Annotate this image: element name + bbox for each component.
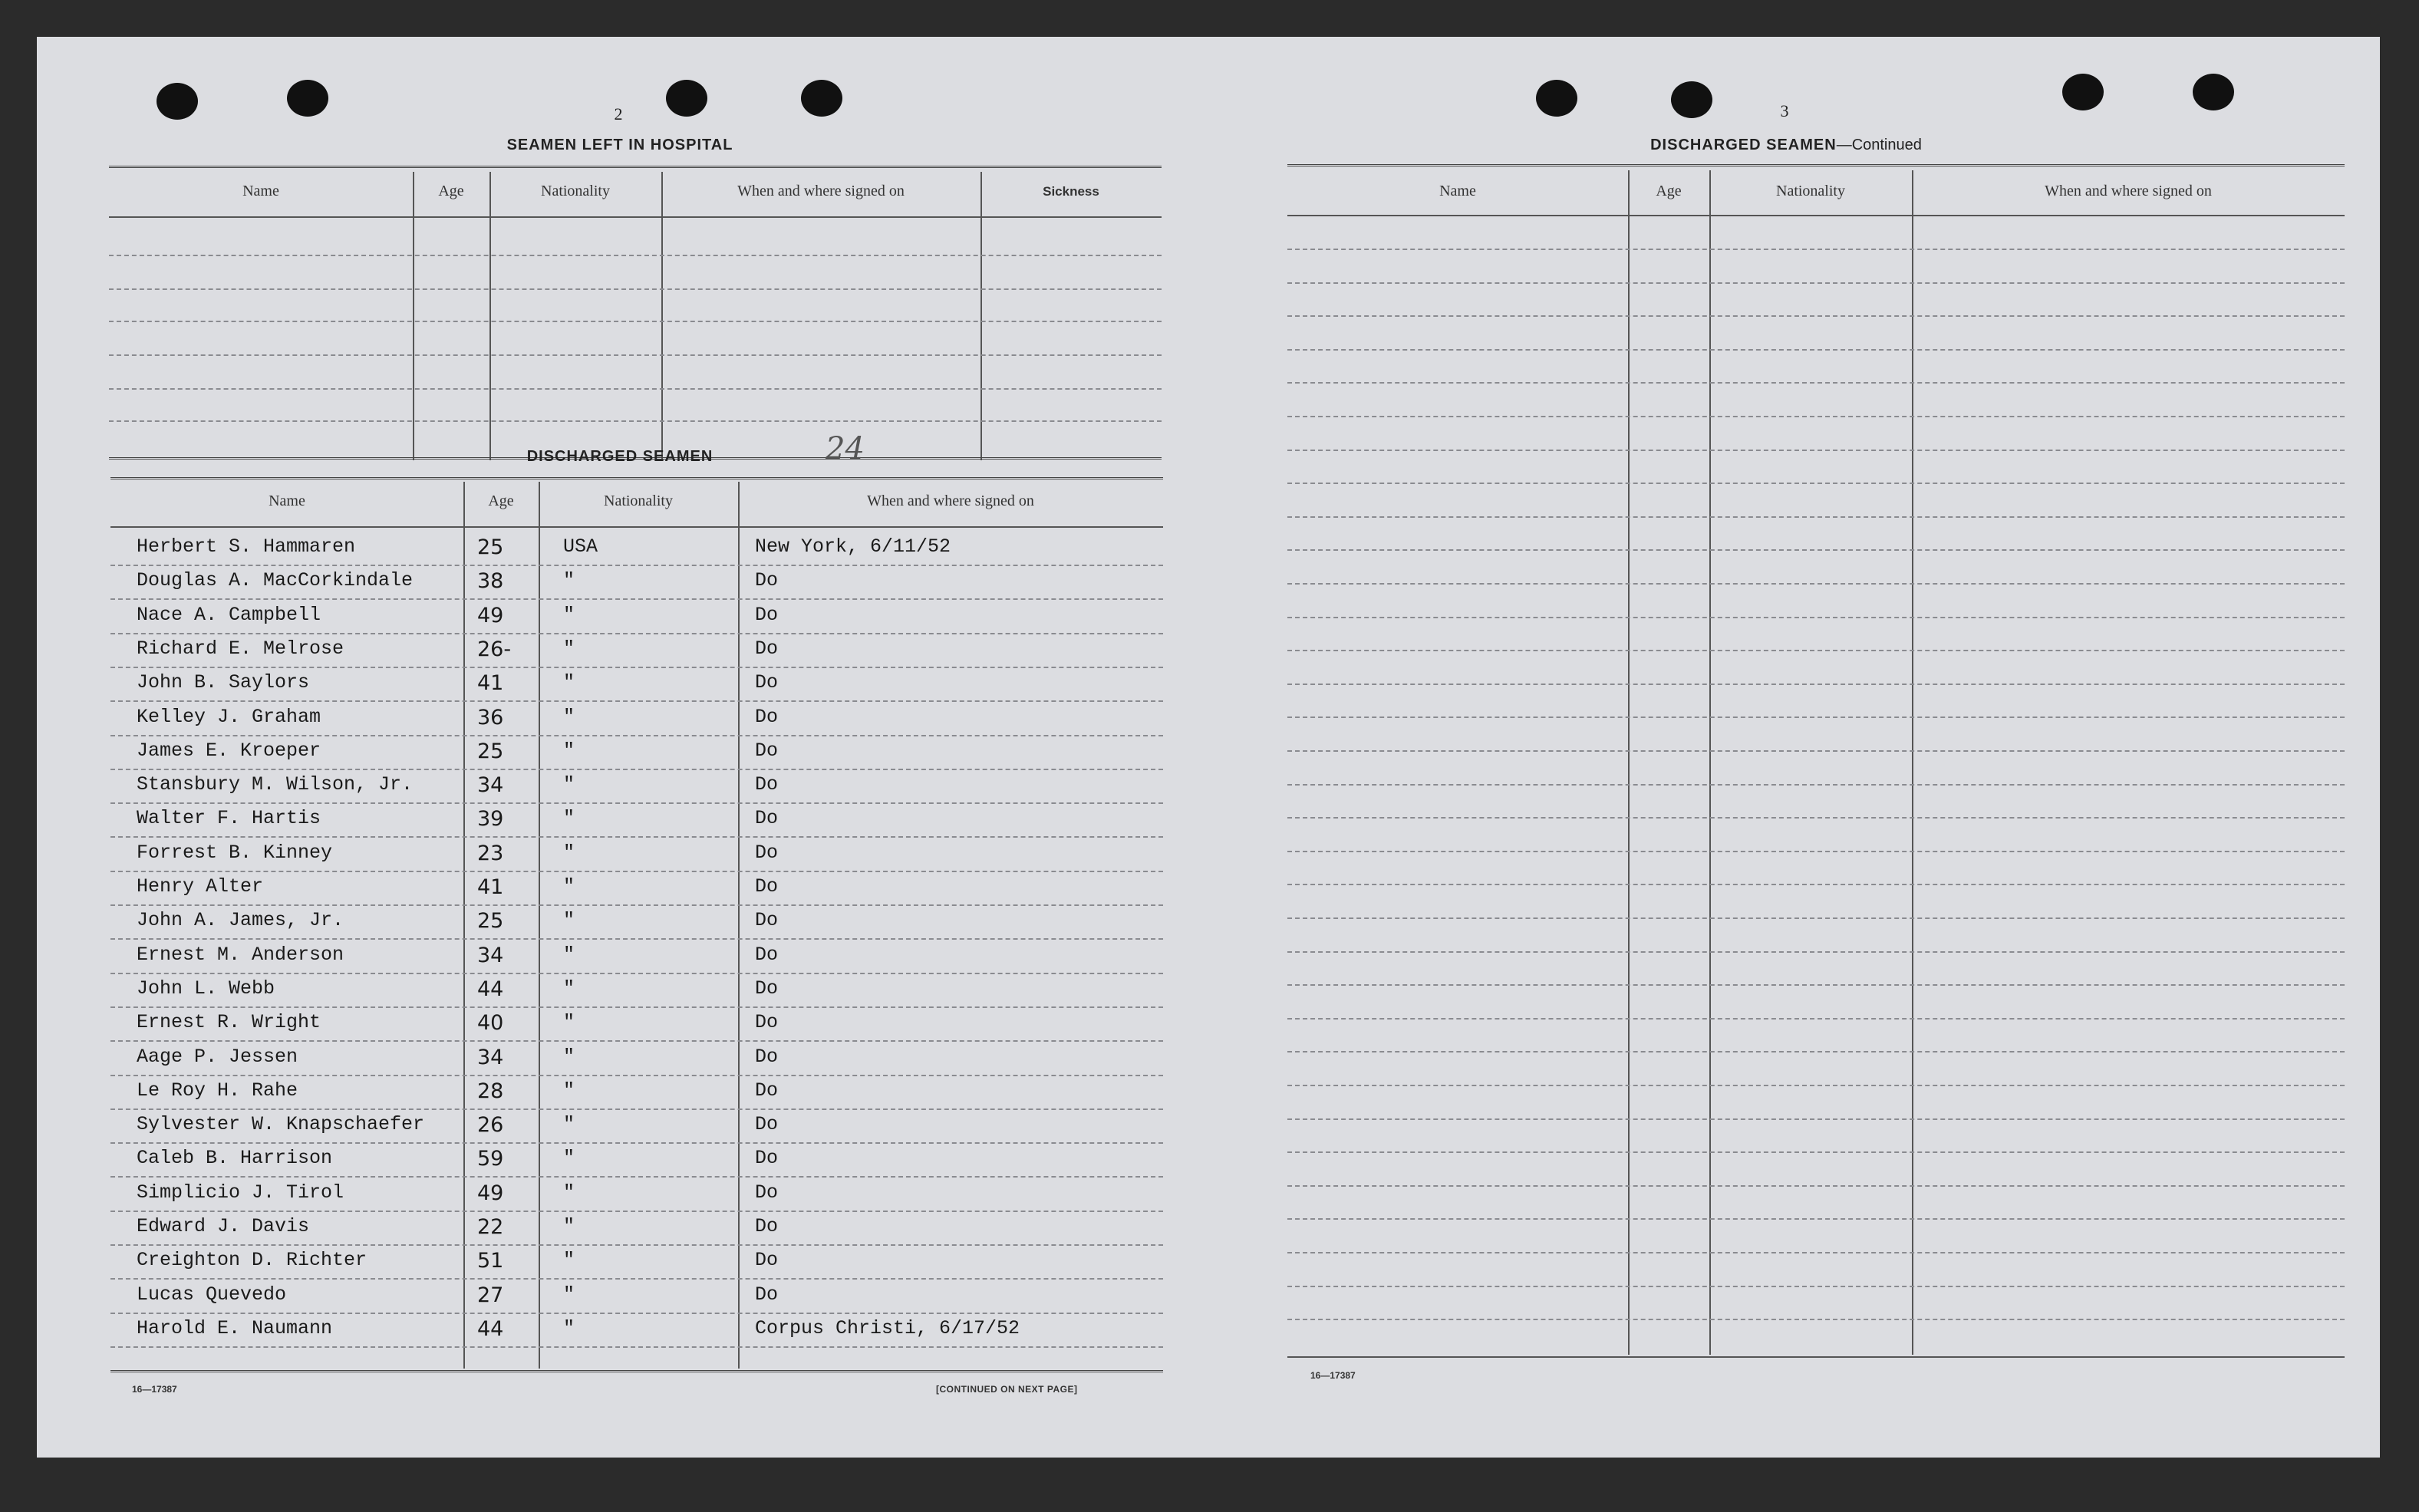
right-section-title [1571, 137, 2001, 154]
seaman-name: Ernest R. Wright [137, 1011, 321, 1034]
table-row-line [110, 1040, 1163, 1042]
table-rule [110, 526, 1163, 528]
table-row-line [109, 321, 1162, 322]
seaman-name: Simplicio J. Tirol [137, 1181, 344, 1204]
column-header-name: Name [242, 183, 279, 199]
table-row-line [110, 1244, 1163, 1246]
column-header-signed-on: When and where signed on [867, 492, 1034, 509]
table-row-line [1287, 450, 2345, 451]
seaman-name: Stansbury M. Wilson, Jr. [137, 773, 414, 796]
column-header-name: Name [1439, 183, 1476, 199]
table-row-line [110, 565, 1163, 566]
seaman-name: Richard E. Melrose [137, 637, 344, 660]
punch-hole [287, 80, 328, 117]
table-row-line [1287, 1286, 2345, 1287]
handwritten-count: 24 [826, 431, 865, 466]
table-row-line [1287, 1185, 2345, 1187]
seaman-signed-on: Do [755, 1215, 779, 1237]
seaman-age: 27 [477, 1283, 504, 1307]
table-row-line [110, 1176, 1163, 1178]
seaman-age: 26- [477, 637, 512, 661]
seaman-name: Caleb B. Harrison [137, 1147, 333, 1170]
column-divider [1628, 170, 1630, 1355]
seaman-name: John L. Webb [137, 977, 275, 1000]
seaman-name: James E. Kroeper [137, 739, 321, 762]
table-row-line [110, 769, 1163, 770]
seaman-signed-on: Do [755, 943, 779, 966]
seaman-age: 38 [477, 569, 504, 594]
table-row-line [110, 1108, 1163, 1110]
table-rule [1287, 1356, 2345, 1358]
seaman-signed-on: Do [755, 807, 779, 830]
seaman-nationality: " [563, 1181, 575, 1204]
table-row-line [1287, 1151, 2345, 1153]
seaman-signed-on: Do [755, 569, 779, 592]
seaman-name: Creighton D. Richter [137, 1249, 367, 1272]
seaman-signed-on: Do [755, 977, 779, 1000]
seaman-age: 34 [477, 943, 504, 967]
seaman-nationality: " [563, 739, 575, 762]
seaman-age: 44 [477, 1316, 504, 1341]
seaman-age: 25 [477, 535, 504, 559]
seaman-nationality: " [563, 841, 575, 864]
seaman-nationality: " [563, 1045, 575, 1068]
table-row-line [1287, 784, 2345, 786]
table-row-line [1287, 583, 2345, 585]
column-divider [1709, 170, 1711, 1355]
seaman-signed-on: New York, 6/11/52 [755, 535, 951, 558]
seaman-age: 36 [477, 705, 504, 730]
seaman-nationality: " [563, 1283, 575, 1306]
seaman-name: John B. Saylors [137, 671, 310, 694]
table-row-line [1287, 1118, 2345, 1120]
punch-hole [1536, 80, 1577, 117]
seaman-nationality: " [563, 773, 575, 796]
table-row-line [1287, 884, 2345, 885]
column-header-signed-on: When and where signed on [737, 183, 905, 199]
seaman-name: Ernest M. Anderson [137, 943, 344, 966]
table-row-line [1287, 349, 2345, 351]
seaman-nationality: " [563, 1113, 575, 1136]
seaman-nationality: " [563, 909, 575, 932]
seaman-nationality: " [563, 1079, 575, 1102]
table-rule [109, 166, 1162, 168]
seaman-signed-on: Do [755, 1181, 779, 1204]
continued-note: [CONTINUED ON NEXT PAGE] [936, 1384, 1078, 1395]
seaman-signed-on: Do [755, 637, 779, 660]
seaman-nationality: " [563, 1215, 575, 1237]
seaman-age: 22 [477, 1215, 504, 1239]
table-row-line [1287, 382, 2345, 384]
table-row-line [1287, 817, 2345, 819]
seaman-age: 59 [477, 1147, 504, 1171]
table-row-line [110, 700, 1163, 702]
right-title-suffix: —Continued [1836, 137, 1922, 153]
seaman-nationality: " [563, 807, 575, 830]
seaman-age: 51 [477, 1249, 504, 1273]
table-row-line [110, 633, 1163, 634]
seaman-nationality: " [563, 1147, 575, 1170]
column-header-nationality: Nationality [604, 492, 673, 509]
table-row-line [1287, 1319, 2345, 1320]
seaman-name: John A. James, Jr. [137, 909, 344, 932]
table-row-line [110, 973, 1163, 974]
table-rule [109, 216, 1162, 218]
seaman-signed-on: Do [755, 1079, 779, 1102]
seaman-nationality: " [563, 1316, 575, 1339]
table-row-line [110, 1346, 1163, 1348]
seaman-name: Kelley J. Graham [137, 705, 321, 728]
seaman-name: Douglas A. MacCorkindale [137, 569, 414, 592]
table-row-line [1287, 716, 2345, 718]
seaman-name: Walter F. Hartis [137, 807, 321, 830]
table-row-line [110, 598, 1163, 600]
column-divider [413, 172, 414, 460]
seaman-signed-on: Do [755, 875, 779, 898]
column-header-name: Name [269, 492, 305, 509]
table-row-line [110, 667, 1163, 668]
form-number-right: 16—17387 [1310, 1370, 1356, 1381]
seaman-nationality: USA [563, 535, 598, 558]
seaman-age: 41 [477, 875, 504, 899]
table-row-line [110, 802, 1163, 804]
seaman-nationality: " [563, 1249, 575, 1272]
seaman-age: 34 [477, 1045, 504, 1069]
table-row-line [1287, 249, 2345, 250]
punch-hole [801, 80, 842, 117]
seaman-age: 41 [477, 671, 504, 696]
table-row-line [110, 904, 1163, 906]
seaman-nationality: " [563, 943, 575, 966]
table-rule [110, 477, 1163, 479]
seaman-signed-on: Do [755, 1011, 779, 1034]
seaman-signed-on: Do [755, 1113, 779, 1136]
seaman-signed-on: Do [755, 671, 779, 694]
table-rule [110, 1370, 1163, 1372]
punch-hole [666, 80, 707, 117]
table-row-line [1287, 917, 2345, 919]
table-row-line [1287, 1051, 2345, 1052]
seaman-age: 40 [477, 1011, 504, 1036]
seaman-signed-on: Do [755, 1147, 779, 1170]
page-number-right: 3 [1780, 101, 1789, 120]
column-divider [489, 172, 491, 460]
table-row-line [110, 1075, 1163, 1076]
column-divider [980, 172, 982, 460]
column-header-age: Age [438, 183, 464, 199]
hospital-section-title: SEAMEN LEFT IN HOSPITAL [506, 137, 733, 153]
table-row-line [110, 836, 1163, 838]
table-row-line [1287, 516, 2345, 518]
table-row-line [1287, 416, 2345, 417]
punch-hole [157, 83, 198, 120]
seaman-signed-on: Do [755, 841, 779, 864]
column-divider [539, 482, 540, 1369]
table-row-line [109, 354, 1162, 356]
seaman-nationality: " [563, 603, 575, 626]
seaman-age: 26 [477, 1113, 504, 1138]
seaman-name: Forrest B. Kinney [137, 841, 333, 864]
seaman-signed-on: Do [755, 603, 779, 626]
seaman-name: Henry Alter [137, 875, 264, 898]
table-row-line [110, 871, 1163, 872]
table-row-line [110, 1313, 1163, 1314]
table-row-line [109, 420, 1162, 422]
table-row-line [110, 1006, 1163, 1008]
table-row-line [1287, 282, 2345, 284]
seaman-age: 34 [477, 773, 504, 798]
table-row-line [110, 735, 1163, 736]
seaman-nationality: " [563, 1011, 575, 1034]
table-row-line [110, 938, 1163, 940]
column-header-signed-on: When and where signed on [2045, 183, 2212, 199]
seaman-signed-on: Do [755, 1283, 779, 1306]
column-divider [1912, 170, 1913, 1355]
punch-hole [2062, 74, 2104, 110]
seaman-signed-on: Do [755, 1249, 779, 1272]
seaman-nationality: " [563, 671, 575, 694]
table-row-line [1287, 315, 2345, 317]
seaman-name: Nace A. Campbell [137, 603, 321, 626]
seaman-age: 28 [477, 1079, 504, 1103]
seaman-name: Le Roy H. Rahe [137, 1079, 298, 1102]
punch-hole [2193, 74, 2234, 110]
table-row-line [1287, 1018, 2345, 1020]
seaman-age: 23 [477, 841, 504, 865]
column-header-nationality: Nationality [1776, 183, 1845, 199]
table-row-line [109, 288, 1162, 290]
seaman-age: 25 [477, 739, 504, 763]
seaman-name: Harold E. Naumann [137, 1316, 333, 1339]
seaman-nationality: " [563, 705, 575, 728]
table-row-line [1287, 650, 2345, 651]
column-divider [738, 482, 740, 1369]
seaman-age: 39 [477, 807, 504, 832]
table-rule [1287, 164, 2345, 166]
seaman-signed-on: Do [755, 1045, 779, 1068]
seaman-age: 44 [477, 977, 504, 1001]
right-title-main: DISCHARGED SEAMEN [1650, 137, 1837, 153]
seaman-nationality: " [563, 569, 575, 592]
column-divider [661, 172, 663, 460]
document-page [37, 37, 2380, 1458]
seaman-name: Herbert S. Hammaren [137, 535, 356, 558]
table-row-line [1287, 549, 2345, 551]
seaman-nationality: " [563, 637, 575, 660]
seaman-age: 49 [477, 1181, 504, 1205]
seaman-signed-on: Corpus Christi, 6/17/52 [755, 1316, 1020, 1339]
seaman-signed-on: Do [755, 909, 779, 932]
seaman-name: Lucas Quevedo [137, 1283, 287, 1306]
seaman-nationality: " [563, 977, 575, 1000]
page-number-left: 2 [614, 104, 623, 124]
table-row-line [1287, 1085, 2345, 1086]
seaman-signed-on: Do [755, 773, 779, 796]
table-row-line [1287, 483, 2345, 484]
table-row-line [1287, 684, 2345, 685]
punch-hole [1671, 81, 1712, 118]
seaman-name: Edward J. Davis [137, 1215, 310, 1237]
table-rule [1287, 215, 2345, 216]
seaman-signed-on: Do [755, 705, 779, 728]
seaman-name: Sylvester W. Knapschaefer [137, 1113, 425, 1136]
table-row-line [1287, 851, 2345, 852]
seaman-name: Aage P. Jessen [137, 1045, 298, 1068]
table-row-line [1287, 617, 2345, 618]
column-header-nationality: Nationality [541, 183, 610, 199]
discharged-section-title: DISCHARGED SEAMEN [526, 448, 714, 465]
column-divider [463, 482, 465, 1369]
table-row-line [1287, 750, 2345, 752]
table-row-line [1287, 1218, 2345, 1220]
seaman-signed-on: Do [755, 739, 779, 762]
table-row-line [109, 388, 1162, 390]
form-number-left: 16—17387 [132, 1384, 177, 1395]
table-row-line [1287, 951, 2345, 953]
table-row-line [1287, 984, 2345, 986]
column-header-age: Age [1656, 183, 1682, 199]
seaman-age: 25 [477, 909, 504, 934]
column-header-sickness: Sickness [1043, 184, 1099, 199]
table-row-line [109, 255, 1162, 256]
seaman-nationality: " [563, 875, 575, 898]
table-row-line [1287, 1252, 2345, 1253]
table-row-line [110, 1278, 1163, 1280]
column-header-age: Age [488, 492, 514, 509]
table-row-line [110, 1211, 1163, 1212]
table-row-line [110, 1142, 1163, 1144]
seaman-age: 49 [477, 603, 504, 628]
